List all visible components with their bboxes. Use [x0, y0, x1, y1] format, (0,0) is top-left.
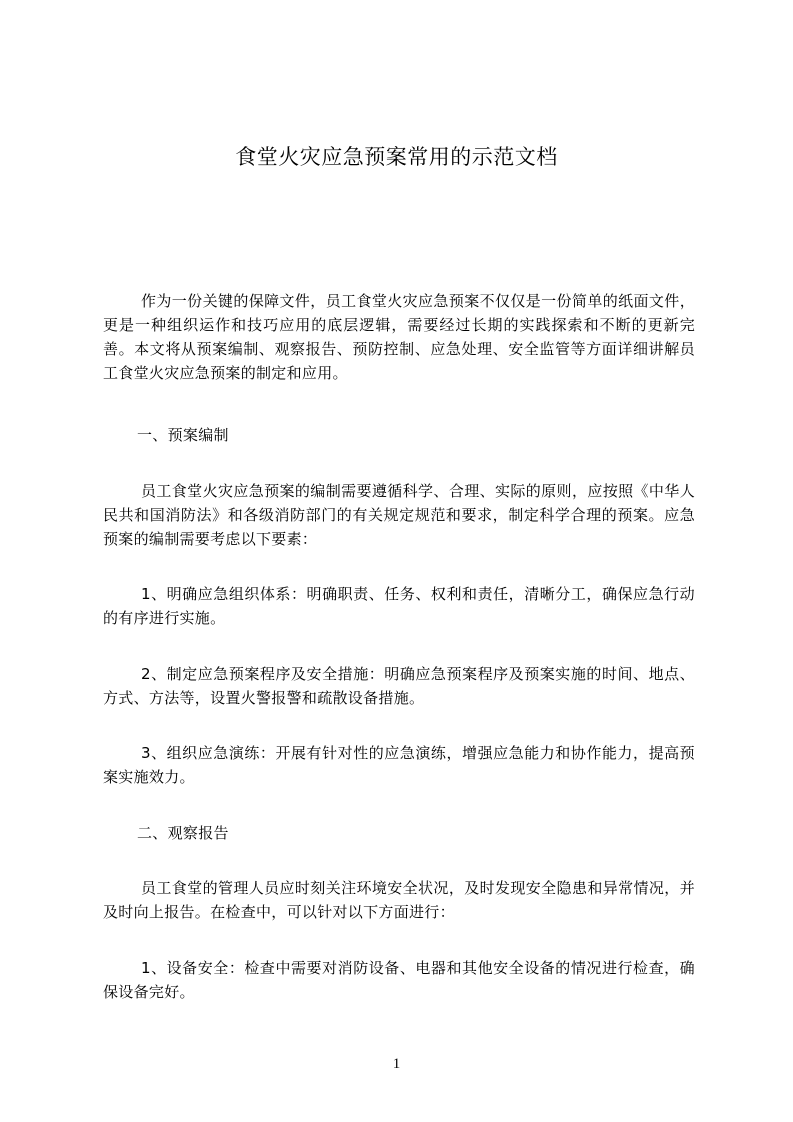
section-1-heading: 一、预案编制 — [137, 426, 229, 444]
section-2-item-1: 1、设备安全：检查中需要对消防设备、电器和其他安全设备的情况进行检查，确保设备完好。 — [103, 959, 695, 1001]
section-1-body: 员工食堂火灾应急预案的编制需要遵循科学、合理、实际的原则，应按照《中华人民共和国消防法》和各级消防部门的有关规定规范和要求，制定科学合理的预案。应急预案的编制需要考虑以下要素： — [103, 482, 695, 548]
section-2-body: 员工食堂的管理人员应时刻关注环境安全状况，及时发现安全隐患和异常情况，并及时向上报告。在检查中，可以针对以下方面进行： — [103, 879, 695, 921]
section-2-heading: 二、观察报告 — [137, 824, 229, 842]
document-title: 食堂火灾应急预案常用的示范文档 — [235, 145, 558, 169]
intro-paragraph: 作为一份关键的保障文件，员工食堂火灾应急预案不仅仅是一份简单的纸面文件，更是一种组织运作和技巧应用的底层逻辑，需要经过长期的实践探索和不断的更新完善。本文将从预案编制、观察报告、预防控制、应急处理、安全监管等方面详细讲解员工食堂火灾应急预案的制定和应用。 — [103, 292, 695, 382]
section-1-item-1: 1、明确应急组织体系：明确职责、任务、权利和责任，清晰分工，确保应急行动的有序进行实施。 — [103, 585, 695, 627]
section-1-item-3: 3、组织应急演练：开展有针对性的应急演练，增强应急能力和协作能力，提高预案实施效力。 — [103, 744, 695, 786]
page-number: 1 — [392, 1056, 401, 1072]
section-1-item-2: 2、制定应急预案程序及安全措施：明确应急预案程序及预案实施的时间、地点、方式、方法等，设置火警报警和疏散设备措施。 — [103, 665, 695, 707]
